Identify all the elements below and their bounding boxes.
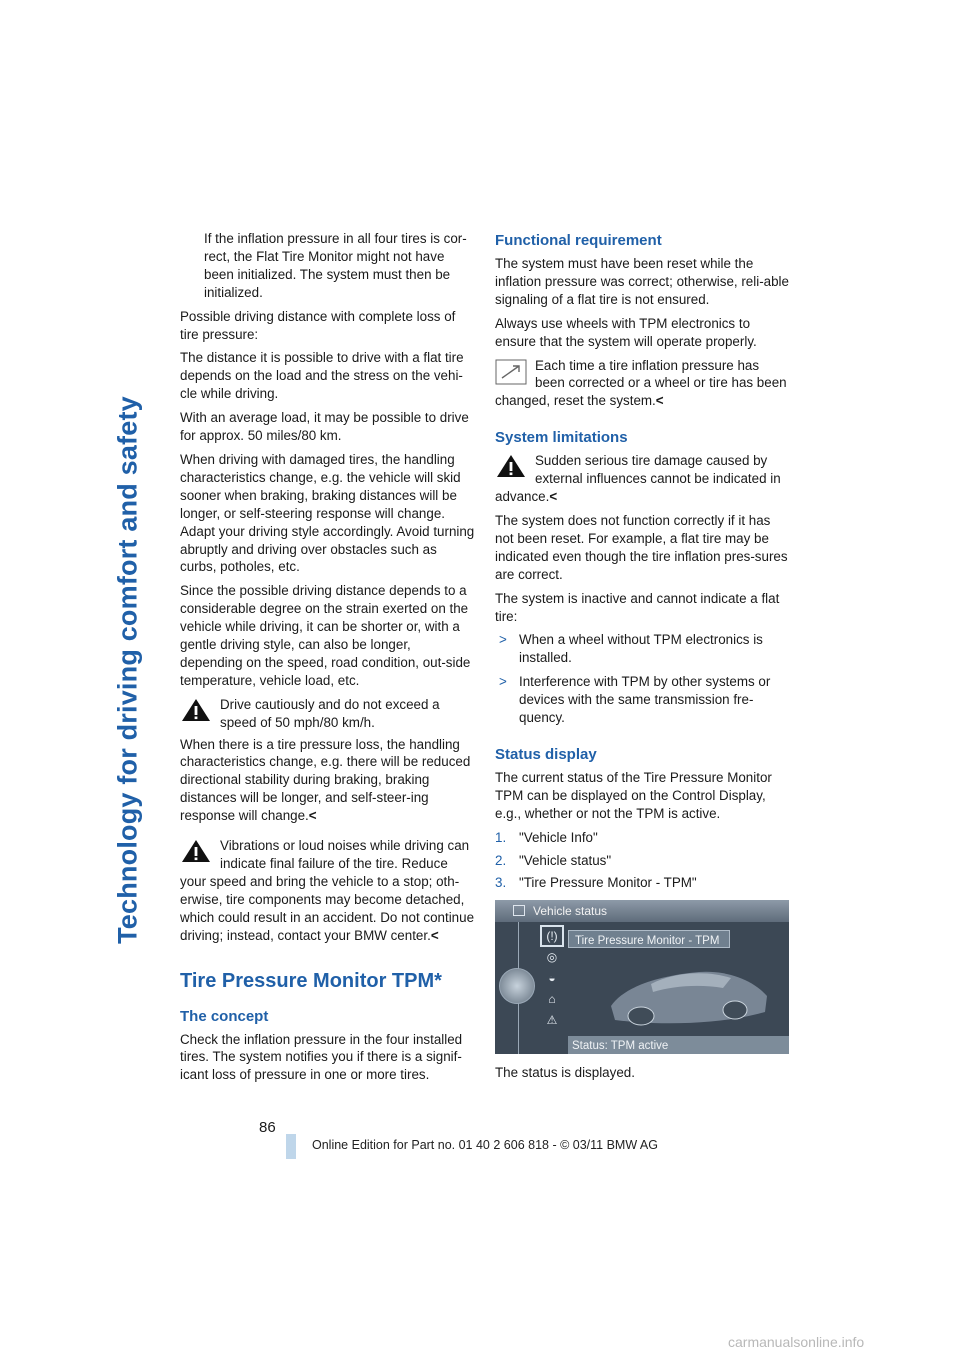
- step-number: 1.: [495, 829, 507, 845]
- vehicle-illustration: [603, 954, 773, 1034]
- warning-icon: ⚠: [546, 1013, 558, 1028]
- watermark: carmanualsonline.info: [728, 1334, 865, 1350]
- paragraph: Always use wheels with TPM electronics to ensure that the system will operate properly.: [495, 315, 757, 349]
- warning-text: Sudden serious tire damage caused by external influences cannot be indicated in advance.: [495, 453, 781, 505]
- step-text: "Vehicle Info": [519, 829, 598, 845]
- warning-block: [180, 837, 476, 944]
- paragraph: Possible driving distance with complete loss of tire pressure:: [180, 308, 456, 342]
- list-item-text: When a wheel without TPM electronics is installed.: [519, 632, 763, 666]
- screen-status-bar: [568, 1036, 789, 1054]
- section-title: Tire Pressure Monitor TPM*: [180, 969, 442, 992]
- left-column: [180, 230, 476, 1090]
- step-text: "Vehicle status": [519, 852, 612, 868]
- step-number: 2.: [495, 852, 507, 868]
- warning-block: [495, 452, 792, 506]
- end-mark: <: [655, 393, 664, 409]
- paragraph: The system is inactive and cannot indicate a flat tire:: [495, 590, 780, 624]
- end-mark: <: [430, 927, 439, 943]
- footer-accent-bar: [286, 1134, 296, 1159]
- step-item: [495, 829, 792, 847]
- menu-item-label: Tire Pressure Monitor - TPM: [575, 935, 720, 948]
- bullet-marker: >: [499, 674, 507, 690]
- step-item: [495, 874, 792, 892]
- control-display-screenshot: [495, 900, 789, 1054]
- paragraph: The status is displayed.: [495, 1065, 635, 1081]
- intro-paragraph: If the inflation pressure in all four tires is cor-rect, the Flat Tire Monitor might not have been initialized. The system must then be initialized.: [204, 231, 467, 300]
- chapter-title: Technology for driving comfort and safety: [112, 396, 143, 944]
- screen-status-text: Status: TPM active: [572, 1040, 669, 1053]
- step-item: [495, 852, 792, 870]
- paragraph: Since the possible driving distance depends to a considerable degree on the strain exerted on the vehicle while driving, it can be shorter or, with a gentle driving style, can also be longer, depending on the speed, road condition, out-side temperature, vehicle load, etc.: [180, 583, 471, 688]
- screen-title-bar: [495, 900, 789, 922]
- warning-text: Vibrations or loud noises while driving can indicate final failure of the tire. Reduce your speed and bring the vehicle to a stop; oth-erwise, tire components may become detached, which could result in an accident. Do not continue driving; instead, contact your BMW center.: [180, 838, 475, 943]
- controller-knob-icon: [499, 968, 535, 1004]
- paragraph: When driving with damaged tires, the handling characteristics change, e.g. the vehicle will skid sooner when braking, braking distances will be longer, or self-steering response will change. Adapt your driving style accordingly. Avoid turning abruptly and driving over obstacles such as curbs, potholes, etc.: [180, 451, 475, 575]
- bullet-marker: >: [499, 632, 507, 648]
- screen-title: Vehicle status: [533, 904, 608, 919]
- vehicle-icon: [513, 905, 525, 916]
- list-item-text: Interference with TPM by other systems or devices with the same transmission fre-quency.: [519, 674, 771, 726]
- note-text: Each time a tire inflation pressure has been corrected or a wheel or tire has been changed, reset the system.: [495, 357, 787, 409]
- car-icon: ⌂: [548, 992, 556, 1007]
- service-icon: ◎: [546, 950, 558, 965]
- page-number: 86: [259, 1119, 276, 1136]
- paragraph: The system must have been reset while the inflation pressure was correct; otherwise, reli-able signaling of a flat tire is not ensured.: [495, 256, 789, 307]
- warning-continuation-text: When there is a tire pressure loss, the handling characteristics change, e.g. there will be reduced directional stability during braking, braking distances will be longer, and self-steer-ing response will change.: [180, 736, 471, 824]
- oil-icon: ◒: [548, 971, 556, 986]
- end-mark: <: [549, 489, 558, 505]
- list-item: [495, 673, 792, 727]
- tire-pressure-icon: (!): [542, 927, 562, 945]
- warning-text: Drive cautiously and do not exceed a speed of 50 mph/80 km/h.: [220, 696, 440, 730]
- warning-continuation: [180, 736, 476, 826]
- warning-triangle-icon: [180, 697, 212, 723]
- concept-text: Check the inflation pressure in the four installed tires. The system notifies you if there is a signif-icant loss of pressure in one or more tires.: [180, 1031, 463, 1083]
- step-text: "Tire Pressure Monitor - TPM": [519, 875, 697, 891]
- chapter-sidebar: [98, 230, 158, 1110]
- right-column: [495, 230, 792, 1088]
- functional-heading: Functional requirement: [495, 232, 662, 249]
- warning-triangle-icon: [495, 453, 527, 479]
- paragraph: The distance it is possible to drive with a flat tire depends on the load and the stress on the vehi-cle while driving.: [180, 350, 464, 402]
- warning-block: [180, 696, 476, 732]
- step-number: 3.: [495, 875, 507, 891]
- paragraph: The current status of the Tire Pressure Monitor TPM can be displayed on the Control Display, e.g., whether or not the TPM is active.: [495, 769, 772, 821]
- note-block: [495, 357, 792, 411]
- list-item: [495, 631, 792, 667]
- paragraph: With an average load, it may be possible to drive for approx. 50 miles/80 km.: [180, 410, 469, 444]
- limitations-heading: System limitations: [495, 429, 628, 447]
- status-heading: Status display: [495, 745, 597, 763]
- selected-menu-item: [568, 930, 730, 948]
- edition-line: Online Edition for Part no. 01 40 2 606 818 - © 03/11 BMW AG: [312, 1138, 658, 1152]
- concept-heading: The concept: [180, 1007, 269, 1025]
- screen-icon-column: [542, 927, 564, 1032]
- note-arrow-icon: [495, 359, 527, 385]
- warning-triangle-icon: [180, 838, 212, 864]
- paragraph: The system does not function correctly if it has not been reset. For example, a flat tire may be indicated even though the tire inflation pres-sures are correct.: [495, 512, 788, 582]
- end-mark: <: [308, 808, 317, 824]
